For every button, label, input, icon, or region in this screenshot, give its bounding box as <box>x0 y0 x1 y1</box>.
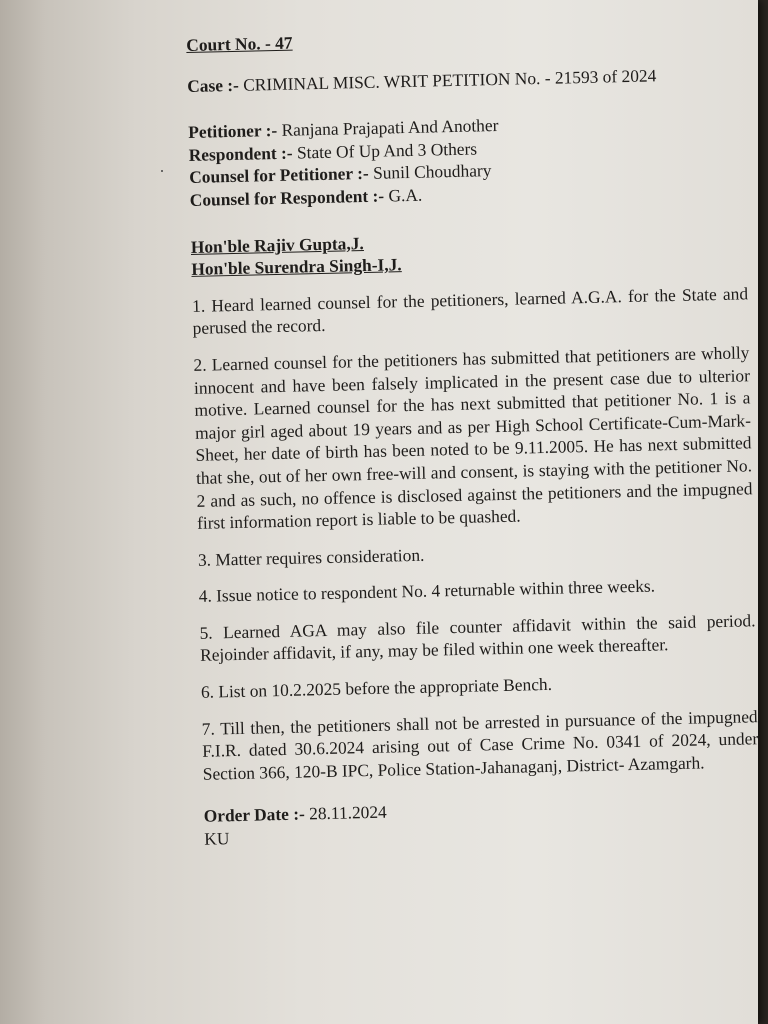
petitioner-label: Petitioner :- <box>188 120 282 143</box>
order-footer <box>204 793 761 851</box>
judge-1: Hon'ble Rajiv Gupta,J. <box>190 232 364 257</box>
paragraph-2: 2. Learned counsel for the petitioners has submitted that petitioners are wholly innocent and have been falsely implicated in the present case due to ulterior motive. Learned counsel for the has next submitted that petitioner No. 1 is a major girl aged about 19 years and as per High School Certificate-Cum-Mark-Sheet, her date of birth has been noted to be 9.11.2005. He has next submitted that she, out of her own free-will and consent, is staying with the petitioner No. 2 and as such, no offence is disclosed against the petitioners and the impugned first information report is liable to be quashed. <box>193 342 753 533</box>
petitioner-counsel-label: Counsel for Petitioner :- <box>189 163 374 188</box>
case-value: CRIMINAL MISC. WRIT PETITION No. - 21593 of 2024 <box>242 64 657 95</box>
ink-speck <box>161 170 163 172</box>
case-label: Case :- <box>186 74 244 96</box>
paragraph-1: 1. Heard learned counsel for the petitioners, learned A.G.A. for the State and perused the record. <box>191 283 749 339</box>
paragraph-4: 4. Issue notice to respondent No. 4 returnable within three weeks. <box>198 575 656 607</box>
petitioner-value: Ranjana Prajapati And Another <box>281 115 499 141</box>
order-date-value: 28.11.2024 <box>308 802 387 824</box>
respondent-label: Respondent :- <box>188 142 298 165</box>
order-date-label: Order Date :- <box>203 803 310 827</box>
petitioner-counsel-value: Sunil Choudhary <box>372 160 492 184</box>
paragraph-6: 6. List on 10.2.2025 before the appropriate Bench. <box>200 673 553 702</box>
court-number: Court No. - 47 <box>186 32 293 55</box>
judge-2: Hon'ble Surendra Singh-I,J. <box>191 254 402 280</box>
paragraph-5: 5. Learned AGA may also file counter affidavit within the said period. Rejoinder affidavit, if any, may be filed within one week thereafter. <box>199 610 756 666</box>
respondent-counsel-value: G.A. <box>388 184 423 206</box>
respondent-counsel-label: Counsel for Respondent :- <box>189 185 389 210</box>
case-line <box>187 62 743 97</box>
paragraph-7: 7. Till then, the petitioners shall not be arrested in pursuance of the impugned F.I.R. dated 30.6.2024 arising out of Case Crime No. 0341 of 2024, under Section 366, 120-B IPC, Police Station-Jahanaganj, District- Azamgarh. <box>201 705 759 784</box>
initials: KU <box>204 828 230 849</box>
paragraph-3: 3. Matter requires consideration. <box>197 544 425 570</box>
parties-block <box>188 109 746 212</box>
order-document <box>186 21 760 850</box>
bench-judges <box>191 223 748 281</box>
respondent-value: State Of Up And 3 Others <box>296 138 478 163</box>
